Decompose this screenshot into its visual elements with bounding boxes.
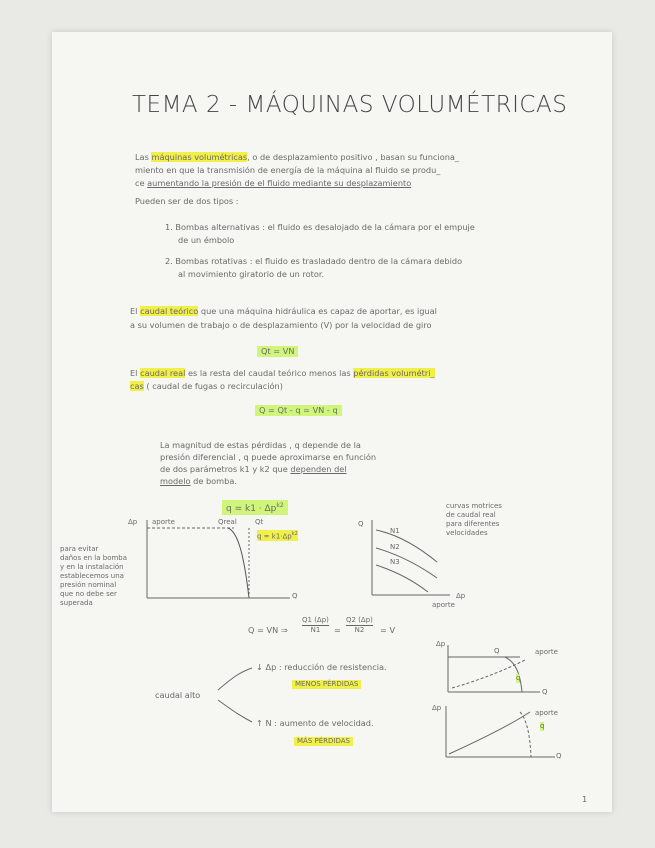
graph4-label-small-q: q (540, 722, 545, 730)
type-2-line-1: 2. Bombas rotativas : el fluido es trasladado dentro de la cámara debido (165, 256, 463, 266)
branch-2 (256, 718, 374, 729)
highlight-perdidas-volumetricas: pérdidas volumétri_ (353, 368, 435, 378)
note-line: superada (60, 599, 93, 607)
fraction-2-den: N2 (354, 626, 365, 634)
formula-rhs: = V (380, 625, 396, 635)
branch-text: reducción de resistencia. (284, 662, 387, 672)
text: de dos parámetros k1 y k2 que (160, 464, 288, 474)
intro-text: , o de desplazamiento positivo , basan su funciona_ (247, 152, 460, 162)
formula-text: q = k1 · Δp (226, 504, 277, 514)
graph2-n1: N1 (390, 527, 400, 535)
page-number: 1 (582, 794, 588, 804)
branch-symbol: ↑ N : (256, 718, 277, 728)
graph1-ylabel: Δp (128, 518, 138, 526)
left-margin-note (60, 545, 140, 608)
fraction-2 (346, 616, 373, 635)
graph4-dashed-curve (520, 712, 531, 757)
fraction-1-den: N1 (310, 626, 321, 634)
graph2-n2: N2 (390, 543, 400, 551)
note-line: daños en la bomba (60, 554, 128, 562)
text: El (130, 306, 138, 316)
intro-text: Las (135, 152, 149, 162)
graph2-curve-n3 (376, 565, 428, 592)
perdidas-line-1: La magnitud de estas pérdidas , q depende de la (160, 440, 361, 450)
branch-1 (256, 662, 387, 673)
text: de bomba. (193, 476, 237, 486)
note-line: y en la instalación (60, 563, 124, 571)
graph3-ylabel: Δp (436, 640, 446, 648)
graph2-xsub: aporte (432, 601, 455, 609)
label-exp: k2 (291, 531, 298, 537)
formula-qt: Qt = VN (257, 346, 298, 357)
graph1-qreal-curve (228, 528, 249, 598)
text: El (130, 368, 138, 378)
graph2-n3: N3 (390, 558, 400, 566)
note-line: de caudal real (446, 511, 496, 519)
underlined-text: dependen del (290, 464, 347, 474)
note-line: para evitar (60, 545, 99, 553)
formula-exponent: k2 (276, 502, 284, 509)
graph1-xlabel: Q (292, 592, 298, 600)
graph1-label-q (257, 530, 298, 541)
caudal-alto-label: caudal alto (155, 690, 201, 700)
text: que una máquina hidráulica es capaz de aportar, es igual (200, 306, 437, 316)
note-line: curvas motrices (446, 502, 502, 510)
highlight-caudal-real: caudal real (140, 368, 186, 378)
fraction-2-num: Q2 (Δp) (346, 616, 373, 624)
graph4-ylabel: Δp (432, 704, 442, 712)
graph2-axes (372, 520, 450, 595)
equals-sign: = (334, 625, 341, 635)
branch-symbol: ↓ Δp : (256, 662, 282, 672)
label-text: q = k1·Δp (257, 532, 292, 541)
caudal-teorico-line-2: a su volumen de trabajo o de desplazamiento (V) por la velocidad de giro (130, 320, 432, 330)
highlight-caudal-teorico: caudal teórico (140, 306, 199, 316)
graph3-xlabel: Q (542, 688, 548, 696)
graph4-label-aporte: aporte (535, 709, 558, 717)
note-line: velocidades (446, 529, 488, 537)
graph3-label-aporte: aporte (535, 648, 558, 656)
underlined-text: modelo (160, 476, 191, 486)
graph2-xlabel: Δp (456, 592, 466, 600)
arrow-upper (218, 668, 252, 690)
underlined-definition: aumentando la presión de el fluido mediante su desplazamiento (147, 178, 412, 188)
graph4-line (449, 712, 530, 754)
graph2-ylabel: Q (358, 520, 364, 528)
formula-q-vn (248, 625, 288, 636)
implies-symbol: ⇒ (280, 625, 288, 635)
formula-lhs: Q = VN (248, 625, 279, 635)
text: ( caudal de fugas o recirculación) (146, 381, 283, 391)
graph4-xlabel: Q (556, 752, 562, 760)
graph1-label-aporte: aporte (152, 518, 175, 526)
graph2-curve-n1 (376, 530, 437, 562)
graph3-label-q: Q (494, 647, 500, 655)
graph2-curve-n2 (376, 548, 437, 578)
note-line: establecemos una (60, 572, 124, 580)
graph1-label-qreal: Qreal (218, 518, 237, 526)
types-intro: Pueden ser de dos tipos : (135, 196, 239, 206)
note-line: para diferentes (446, 520, 500, 528)
graph3-label-small-q: q (516, 674, 521, 682)
intro-text: ce (135, 178, 145, 188)
arrow-lower (218, 700, 252, 722)
fraction-1-num: Q1 (Δp) (302, 616, 329, 624)
graph1-label-qt: Qt (255, 518, 264, 526)
highlight-perdidas-volumetricas-end: cas (130, 381, 144, 391)
intro-line-2: miento en que la transmisión de energía de la máquina al fluido se produ_ (135, 165, 441, 175)
mas-perdidas-badge: MÁS PÉRDIDAS (294, 737, 353, 746)
right-margin-note (446, 502, 502, 538)
text: es la resta del caudal teórico menos las (188, 368, 351, 378)
formula-q-real: Q = Qt - q = VN - q (255, 405, 342, 416)
page-title: TEMA 2 - MÁQUINAS VOLUMÉTRICAS (132, 92, 568, 118)
note-line: presión nominal (60, 581, 117, 589)
type-1-line-1: 1. Bombas alternativas : el fluido es desalojado de la cámara por el empuje (165, 222, 475, 232)
perdidas-line-2: presión diferencial , q puede aproximarse en función (160, 452, 377, 462)
note-line: que no debe ser (60, 590, 117, 598)
highlight-maquinas-volumetricas: máquinas volumétricas (151, 152, 248, 162)
fraction-1 (302, 616, 329, 635)
branch-text: aumento de velocidad. (279, 718, 374, 728)
caudal-alto-arrows (218, 668, 252, 722)
menos-perdidas-badge: MENOS PÉRDIDAS (292, 680, 361, 689)
type-2-line-2: al movimiento giratorio de un rotor. (178, 269, 325, 279)
type-1-line-2: de un émbolo (178, 235, 235, 245)
